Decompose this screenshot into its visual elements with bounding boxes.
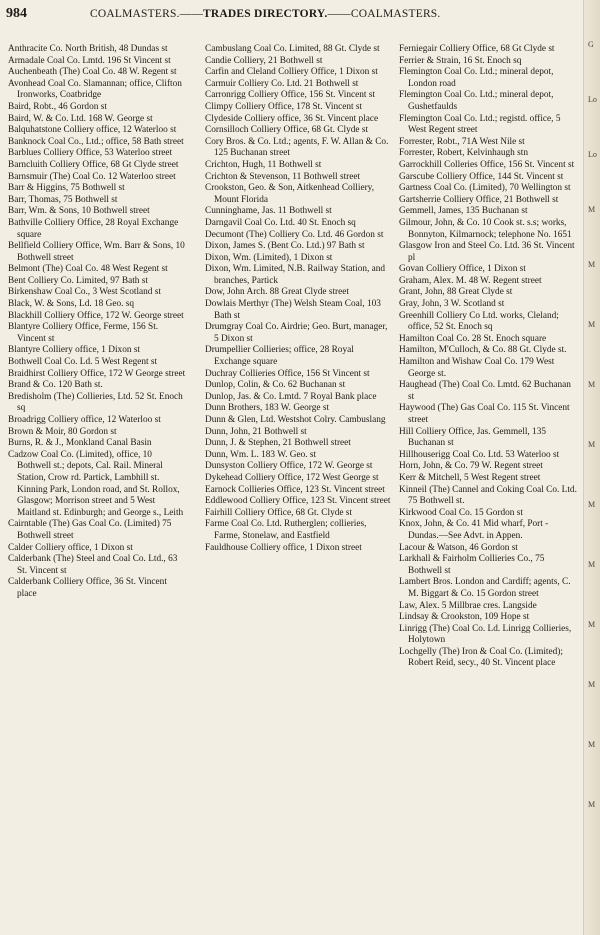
directory-entry: Earnock Collieries Office, 123 St. Vincent street	[205, 484, 385, 495]
directory-entry: Haughead (The) Coal Co. Lmtd. 62 Buchanan st	[399, 380, 571, 402]
directory-entry: Lochgelly (The) Iron & Coal Co. (Limited); Robert Reid, secy., 40 St. Vincent place	[399, 646, 563, 669]
directory-entry: Horn, John, & Co. 79 W. Regent street	[399, 461, 543, 472]
directory-entry: Kinneil (The) Cannel and Coking Coal Co. Ltd. 75 Bothwell st.	[399, 484, 577, 507]
directory-entry: Haywood (The) Gas Coal Co. 115 St. Vincent street	[399, 403, 570, 425]
directory-entry: Barr, Thomas, 75 Bothwell st	[8, 194, 118, 205]
directory-entry: Duchray Collieries Office, 156 St Vincent st	[205, 368, 370, 379]
directory-column-2	[205, 44, 391, 554]
directory-entry: Bellfield Colliery Office, Wm. Barr & Sons, 10 Bothwell street	[8, 241, 185, 263]
directory-entry: Garscube Colliery Office, 144 St. Vincent st	[399, 171, 564, 182]
directory-entry: Hill Colliery Office, Jas. Gemmell, 135 Buchanan st	[399, 426, 547, 449]
directory-entry: Carronrigg Colliery Office, 156 St. Vincent st	[205, 90, 376, 101]
edge-letter: G	[588, 40, 594, 49]
directory-entry: Black, W. & Sons, Ld. 18 Geo. sq	[8, 299, 135, 310]
edge-letter: Lo	[588, 95, 597, 104]
directory-entry: Cairntable (The) Gas Coal Co. (Limited) 75 Bothwell street	[8, 519, 172, 541]
directory-entry: Dykehead Colliery Office, 172 West George st	[205, 472, 379, 483]
directory-entry: Flemington Coal Co. Ltd.; registd. office, 5 West Regent street	[399, 113, 561, 136]
edge-letter: M	[588, 620, 596, 629]
directory-entry: Banknock Coal Co., Ltd.; office, 58 Bath street	[8, 136, 184, 147]
directory-entry: Drumpellier Collieries; office, 28 Royal Exchange square	[205, 345, 354, 368]
directory-entry: Cadzow Coal Co. (Limited), office, 10 Bothwell st.; depots, Cal. Rail. Mineral Station, Crow rd. Partick, Lambhill st. Kinning Park, London road, and St. Rollox, Glasgow; Morrison street and 5 West Maitland st. Edinburgh; and George s., Leith	[8, 449, 184, 518]
directory-entry: Braidhirst Colliery Office, 172 W George street	[8, 368, 186, 379]
directory-entry: Barblues Colliery Office, 53 Waterloo street	[8, 148, 173, 159]
directory-entry: Carfin and Cleland Colliery Office, 1 Dixon st	[205, 67, 378, 78]
directory-entry: Carmuir Colliery Co. Ltd. 21 Bothwell st	[205, 78, 359, 89]
directory-entry: Dunlop, Jas. & Co. Lmtd. 7 Royal Bank place	[205, 391, 377, 402]
directory-column-3	[399, 44, 579, 670]
directory-entry: Dunn Brothers, 183 W. George st	[205, 403, 330, 414]
directory-entry: Birkenshaw Coal Co., 3 West Scotland st	[8, 287, 161, 298]
directory-entry: Dunn, J. & Stephen, 21 Bothwell street	[205, 438, 351, 449]
directory-entry: Climpy Colliery Office, 178 St. Vincent st	[205, 101, 363, 112]
directory-entry: Lambert Bros. London and Cardiff; agents, C. M. Biggart & Co. 15 Gordon street	[399, 577, 571, 599]
edge-letter: M	[588, 800, 596, 809]
directory-entry: Balquhatstone Colliery office, 12 Waterloo st	[8, 125, 177, 136]
edge-letter: M	[588, 680, 596, 689]
directory-entry: Dunlop, Colin, & Co. 62 Buchanan st	[205, 380, 346, 391]
directory-entry: Brand & Co. 120 Bath st.	[8, 380, 103, 391]
directory-entry: Blantyre Colliery Office, Ferme, 156 St. Vincent st	[8, 322, 159, 344]
directory-entry: Flemington Coal Co. Ltd.; mineral depot, Gushetfaulds	[399, 90, 554, 112]
running-head-sep-1: ——	[179, 8, 204, 20]
directory-entry: Baird, Robt., 46 Gordon st	[8, 101, 107, 112]
running-head	[90, 8, 440, 20]
directory-entry: Crichton, Hugh, 11 Bothwell st	[205, 159, 322, 170]
directory-entry: Bent Colliery Co. Limited, 97 Bath st	[8, 275, 148, 286]
directory-entry: Hamilton and Wishaw Coal Co. 179 West George st.	[399, 357, 555, 379]
edge-letter: M	[588, 380, 596, 389]
directory-entry: Dixon, Wm. Limited, N.B. Railway Station, and branches, Partick	[205, 264, 386, 286]
directory-entry: Glasgow Iron and Steel Co. Ltd. 36 St. Vincent pl	[399, 241, 575, 263]
directory-entry: Barnsmuir (The) Coal Co. 12 Waterloo street	[8, 171, 176, 182]
running-head-center: TRADES DIRECTORY.	[203, 8, 328, 20]
directory-entry: Dowlais Merthyr (The) Welsh Steam Coal, 103 Bath st	[205, 299, 381, 321]
directory-entry: Crookston, Geo. & Son, Aitkenhead Colliery, Mount Florida	[205, 183, 375, 205]
directory-entry: Blantyre Colliery office, 1 Dixon st	[8, 345, 141, 356]
directory-entry: Garrockhill Colleries Office, 156 St. Vincent st	[399, 159, 575, 170]
directory-entry: Hillhouserigg Coal Co. Ltd. 53 Waterloo st	[399, 449, 560, 460]
directory-entry: Broadrigg Colliery office, 12 Waterloo st	[8, 415, 161, 425]
directory-entry: Armadale Coal Co. Lmtd. 196 St Vincent st	[8, 55, 171, 66]
directory-entry: Dixon, James S. (Bent Co. Ltd.) 97 Bath st	[205, 241, 365, 252]
directory-entry: Forrester, Robert, Kelvinhaugh stn	[399, 148, 528, 159]
directory-entry: Dixon, Wm. (Limited), 1 Dixon st	[205, 252, 333, 263]
edge-letter: Lo	[588, 150, 597, 159]
running-head-sep-2: ——	[327, 8, 351, 20]
directory-entry: Lacour & Watson, 46 Gordon st	[399, 542, 518, 553]
directory-entry: Cunninghame, Jas. 11 Bothwell st	[205, 206, 332, 217]
running-head-right: COALMASTERS.	[350, 8, 441, 20]
directory-entry: Knox, John, & Co. 41 Mid wharf, Port - Dundas.—See Advt. in Appen.	[399, 519, 549, 541]
edge-letter: M	[588, 500, 596, 509]
directory-entry: Flemington Coal Co. Ltd.; mineral depot, London road	[399, 67, 554, 89]
directory-entry: Fairhill Colliery Office, 68 Gt. Clyde st	[205, 507, 353, 518]
directory-entry: Gray, John, 3 W. Scotland st	[399, 299, 505, 310]
directory-entry: Dow, John Arch. 88 Great Clyde street	[205, 287, 349, 298]
directory-entry: Drumgray Coal Co. Airdrie; Geo. Burt, manager, 5 Dixon st	[205, 322, 388, 344]
directory-entry: Dunn, Wm. L. 183 W. Geo. st	[205, 449, 317, 460]
directory-entry: Farme Coal Co. Ltd. Rutherglen; collieries, Farme, Stonelaw, and Eastfield	[205, 519, 367, 541]
directory-entry: Law, Alex. 5 Millbrae cres. Langside	[399, 600, 537, 611]
directory-entry: Burns, R. & J., Monkland Canal Basin	[8, 438, 152, 449]
directory-entry: Anthracite Co. North British, 48 Dundas st	[8, 44, 168, 54]
directory-entry: Blackhill Colliery Office, 172 W. George street	[8, 310, 184, 321]
directory-entry: Forrester, Robt., 71A West Nile st	[399, 136, 525, 147]
directory-entry: Bothwell Coal Co. Ld. 5 West Regent st	[8, 357, 158, 368]
edge-letter: M	[588, 440, 596, 449]
directory-entry: Cornsilloch Colliery Office, 68 Gt. Clyde st	[205, 125, 369, 136]
running-head-left: COALMASTERS.	[90, 8, 180, 20]
directory-entry: Dunsyston Colliery Office, 172 W. George st	[205, 461, 373, 472]
directory-entry: Graham, Alex. M. 48 W. Regent street	[399, 275, 542, 286]
page-header	[6, 6, 576, 28]
directory-entry: Barr & Higgins, 75 Bothwell st	[8, 183, 125, 194]
directory-entry: Bredisholm (The) Collieries, Ltd. 52 St. Enoch sq	[8, 391, 183, 414]
directory-entry: Grant, John, 88 Great Clyde st	[399, 287, 513, 298]
directory-entry: Gilmour, John, & Co. 10 Cook st. s.s; works, Bonnyton, Kilmarnock; telephone No. 1651	[399, 217, 572, 240]
directory-entry: Calderbank (The) Steel and Coal Co. Ltd., 63 St. Vincent st	[8, 554, 178, 576]
directory-entry: Linrigg (The) Coal Co. Ld. Linrigg Collieries, Holytown	[399, 623, 572, 646]
directory-entry: Greenhill Colliery Co Ltd. works, Cleland; office, 52 St. Enoch sq	[399, 310, 559, 333]
directory-entry: Gemmell, James, 135 Buchanan st	[399, 206, 528, 217]
directory-entry: Dunn & Glen, Ltd. Westshot Colry. Cambuslang	[205, 415, 386, 425]
directory-entry: Kirkwood Coal Co. 15 Gordon st	[399, 507, 523, 518]
directory-entry: Calderbank Colliery Office, 36 St. Vincent place	[8, 577, 167, 599]
page-number: 984	[6, 6, 27, 21]
edge-letter: M	[588, 205, 596, 214]
directory-entry: Fauldhouse Colliery office, 1 Dixon street	[205, 542, 362, 553]
directory-entry: Brown & Moir, 80 Gordon st	[8, 426, 117, 437]
directory-entry: Lindsay & Crookston, 109 Hope st	[399, 612, 530, 623]
directory-entry: Barr, Wm. & Sons, 10 Bothwell street	[8, 206, 150, 217]
directory-entry: Decumont (The) Colliery Co. Ltd. 46 Gordon st	[205, 229, 384, 240]
directory-entry: Hamilton Coal Co. 28 St. Enoch square	[399, 333, 547, 344]
directory-entry: Belmont (The) Coal Co. 48 West Regent st	[8, 264, 168, 275]
directory-entry: Larkhall & Fairholm Collieries Co., 75 Bothwell st	[399, 554, 545, 576]
directory-entry: Dunn, John, 21 Bothwell st	[205, 426, 307, 437]
directory-entry: Eddlewood Colliery Office, 123 St. Vincent street	[205, 496, 391, 507]
directory-entry: Hamilton, M'Culloch, & Co. 88 Gt. Clyde st.	[399, 345, 567, 356]
directory-entry: Kerr & Mitchell, 5 West Regent street	[399, 472, 541, 483]
directory-entry: Cambuslang Coal Co. Limited, 88 Gt. Clyde st	[205, 44, 380, 54]
directory-entry: Candie Colliery, 21 Bothwell st	[205, 55, 323, 66]
directory-entry: Govan Colliery Office, 1 Dixon st	[399, 264, 526, 275]
directory-entry: Clydeside Colliery office, 36 St. Vincent place	[205, 113, 379, 124]
directory-entry: Gartsherrie Colliery Office, 21 Bothwell st	[399, 194, 559, 205]
directory-entry: Calder Colliery office, 1 Dixon st	[8, 542, 133, 553]
directory-entry: Darngavil Coal Co. Ltd. 40 St. Enoch sq	[205, 217, 356, 228]
edge-letter: M	[588, 560, 596, 569]
directory-entry: Ferniegair Colliery Office, 68 Gt Clyde st	[399, 44, 555, 54]
directory-entry: Barncluith Colliery Office, 68 Gt Clyde street	[8, 159, 179, 170]
directory-entry: Auchenbeath (The) Coal Co. 48 W. Regent st	[8, 67, 177, 78]
directory-entry: Baird, W. & Co. Ltd. 168 W. George st	[8, 113, 153, 124]
directory-entry: Ferrier & Strain, 16 St. Enoch sq	[399, 55, 522, 66]
edge-letter: M	[588, 320, 596, 329]
edge-letter: M	[588, 740, 596, 749]
directory-entry: Gartness Coal Co. (Limited), 70 Wellington st	[399, 183, 571, 194]
edge-letter: M	[588, 260, 596, 269]
directory-entry: Cory Bros. & Co. Ltd.; agents, F. W. Allan & Co. 125 Buchanan street	[205, 136, 389, 159]
directory-entry: Avonhead Coal Co. Slamannan; office, Clifton Ironworks, Coatbridge	[8, 78, 182, 101]
directory-entry: Bathville Colliery Office, 28 Royal Exchange square	[8, 217, 179, 240]
thumb-index-edge	[583, 0, 600, 935]
directory-column-1	[8, 44, 187, 601]
directory-entry: Crichton & Stevenson, 11 Bothwell street	[205, 171, 361, 182]
